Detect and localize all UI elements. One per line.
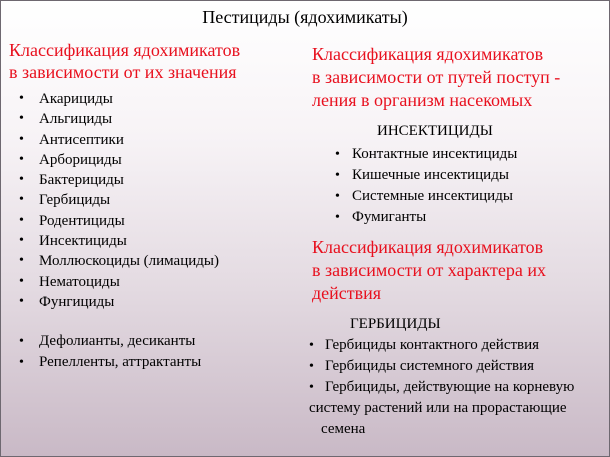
list-item: • Альгициды (19, 109, 219, 129)
bullet-icon: • (19, 131, 24, 147)
list-item: • Гербициды системного действия (309, 356, 574, 377)
bullet-icon: • (309, 338, 314, 353)
bullet-icon: • (19, 151, 24, 167)
herbicide-heading (312, 236, 546, 305)
slide-title: Пестициды (ядохимикаты) (202, 7, 408, 27)
left-heading-line: Классификация ядохимикатов (9, 40, 241, 60)
bullet-icon: • (335, 147, 340, 162)
bullet-icon: • (19, 293, 24, 309)
list-item: • Арборициды (19, 150, 219, 170)
insecticide-list (335, 144, 517, 228)
list-item: • Инсектициды (19, 231, 219, 251)
herbicide-continuation-line: систему растений или на прорастающие (309, 400, 567, 416)
list-item: • Гербициды контактного действия (309, 335, 574, 356)
bullet-icon: • (309, 359, 314, 374)
insecticide-heading-line: в зависимости от путей поступ - (312, 67, 561, 87)
herbicide-list (309, 335, 574, 398)
list-item: • Гербициды (19, 190, 219, 210)
list-item: • Родентициды (19, 211, 219, 231)
list-item: • Моллюскоциды (лимациды) (19, 251, 219, 271)
bullet-icon: • (19, 334, 24, 349)
left-heading-line: в зависимости от их значения (9, 62, 237, 82)
bullet-icon: • (19, 192, 24, 208)
bullet-icon: • (19, 233, 24, 249)
insecticide-heading (312, 43, 560, 112)
list-item: • Бактерициды (19, 170, 219, 190)
insecticide-heading-line: Классификация ядохимикатов (312, 44, 544, 64)
bullet-icon: • (19, 273, 24, 289)
bullet-icon: • (19, 253, 24, 269)
bullet-icon: • (19, 91, 24, 106)
list-item: • Системные инсектициды (335, 186, 517, 207)
list-item: • Контактные инсектициды (335, 144, 517, 165)
left-extra-list (19, 331, 201, 373)
bullet-icon: • (309, 380, 314, 395)
list-item: • Дефолианты, десиканты (19, 331, 201, 352)
list-item: • Антисептики (19, 130, 219, 150)
list-item: • Нематоциды (19, 272, 219, 292)
herbicide-subheading: ГЕРБИЦИДЫ (350, 316, 441, 332)
herbicide-heading-line: Классификация ядохимикатов (312, 237, 544, 257)
bullet-icon: • (19, 111, 24, 127)
list-item: • Фумиганты (335, 207, 517, 228)
list-item: • Акарициды (19, 89, 219, 109)
left-heading (9, 39, 240, 83)
herbicide-heading-line: действия (312, 283, 382, 303)
herbicide-continuation-line: семена (321, 421, 366, 437)
bullet-icon: • (19, 212, 24, 228)
bullet-icon: • (335, 168, 340, 183)
list-item: • Фунгициды (19, 292, 219, 312)
herbicide-continuation (309, 398, 567, 440)
bullet-icon: • (19, 172, 24, 188)
bullet-icon: • (19, 355, 24, 370)
bullet-icon: • (335, 189, 340, 204)
list-item: • Гербициды, действующие на корневую (309, 377, 574, 398)
insecticide-subheading: ИНСЕКТИЦИДЫ (377, 123, 493, 139)
left-pesticide-list (19, 89, 219, 312)
list-item: • Репелленты, аттрактанты (19, 352, 201, 373)
insecticide-heading-line: ления в организм насекомых (312, 90, 533, 110)
bullet-icon: • (335, 210, 340, 225)
herbicide-heading-line: в зависимости от характера их (312, 260, 547, 280)
list-item: • Кишечные инсектициды (335, 165, 517, 186)
